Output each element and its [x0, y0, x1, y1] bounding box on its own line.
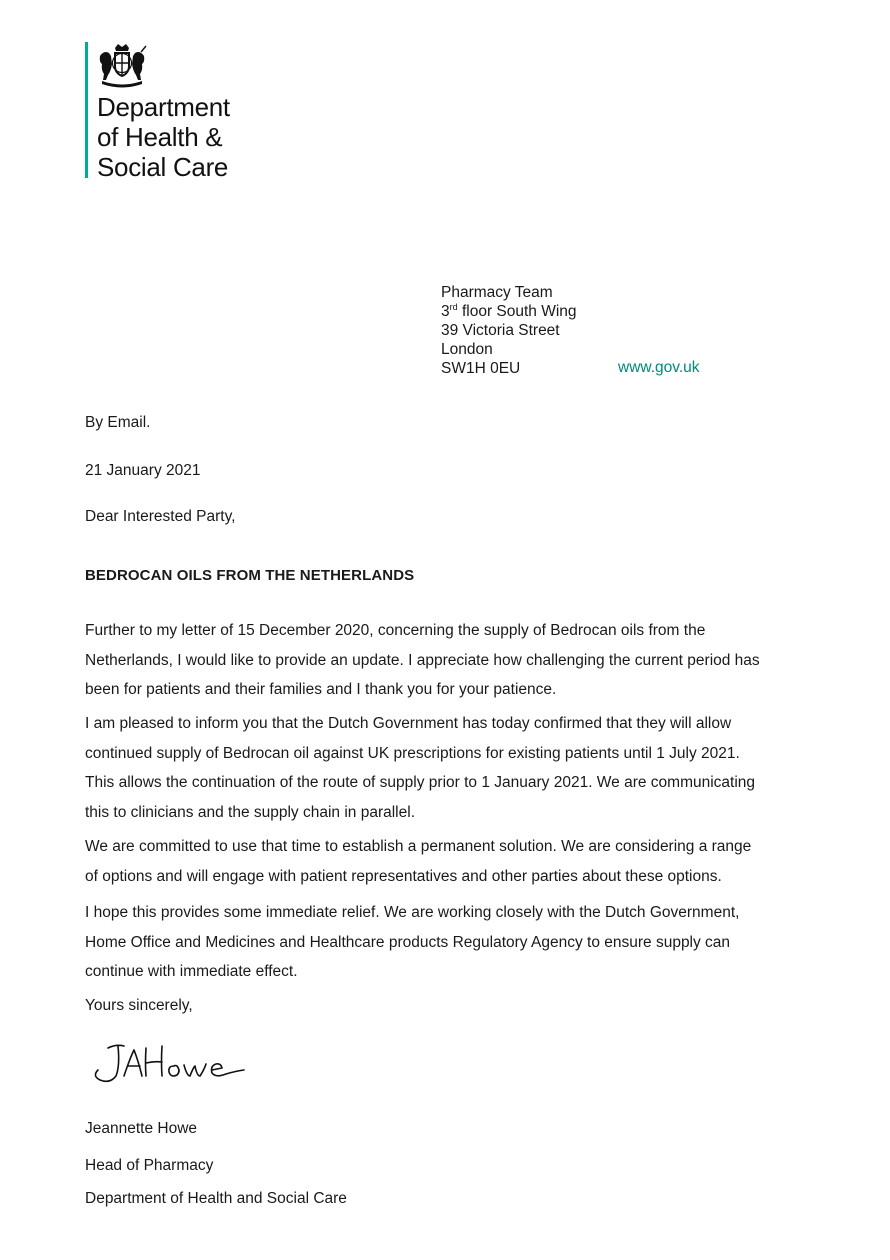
paragraph-line: this to clinicians and the supply chain in parallel.: [85, 803, 415, 821]
department-name-line: Department: [97, 92, 230, 122]
signatory-title: Head of Pharmacy: [85, 1157, 214, 1174]
paragraph-line: I am pleased to inform you that the Dutch Government has today confirmed that they will allow: [85, 715, 732, 732]
paragraph-line: I hope this provides some immediate relief. We are working closely with the Dutch Government,: [85, 904, 740, 921]
signatory-name: Jeannette Howe: [85, 1120, 198, 1137]
paragraph-line: continued supply of Bedrocan oil against UK prescriptions for existing patients until 1 July 2021.: [85, 744, 740, 762]
address-city: London: [441, 341, 493, 358]
letterhead-accent-bar: [85, 42, 88, 178]
department-name-line: of Health &: [97, 122, 223, 152]
paragraph-line: Netherlands, I would like to provide an update. I appreciate how challenging the current period has: [85, 651, 760, 669]
paragraph-line: continue with immediate effect.: [85, 963, 298, 980]
sender-address: [441, 283, 577, 378]
address-team: Pharmacy Team: [441, 284, 553, 301]
body-paragraph: [85, 616, 815, 705]
body-paragraph: [85, 709, 815, 827]
paragraph-line: This allows the continuation of the route of supply prior to 1 January 2021. We are communicating: [85, 774, 756, 791]
address-street: 39 Victoria Street: [441, 322, 560, 339]
paragraph-line: Home Office and Medicines and Healthcare products Regulatory Agency to ensure supply can: [85, 933, 731, 951]
department-name: [97, 92, 230, 182]
address-floor-rest: floor South Wing: [457, 303, 577, 320]
paragraph-line: Further to my letter of 15 December 2020, concerning the supply of Bedrocan oils from the: [85, 622, 706, 639]
salutation: Dear Interested Party,: [85, 508, 236, 525]
handwritten-signature: [88, 1036, 258, 1092]
letter-subject: BEDROCAN OILS FROM THE NETHERLANDS: [85, 567, 415, 584]
paragraph-line: been for patients and their families and I thank you for your patience.: [85, 681, 557, 698]
address-postcode: SW1H 0EU: [441, 360, 521, 377]
royal-coat-of-arms-icon: [96, 42, 148, 88]
address-floor-number: 3: [441, 303, 450, 320]
signoff: Yours sincerely,: [85, 997, 193, 1014]
department-name-line: Social Care: [97, 152, 229, 182]
address-floor: [441, 302, 577, 321]
signatory-department: Department of Health and Social Care: [85, 1190, 347, 1207]
paragraph-line: We are committed to use that time to establish a permanent solution. We are considering a range: [85, 838, 752, 855]
body-paragraph: [85, 832, 815, 891]
letter-date: 21 January 2021: [85, 462, 201, 479]
delivery-method: By Email.: [85, 414, 151, 431]
address-floor-suffix: rd: [449, 302, 458, 312]
body-paragraph: [85, 898, 815, 987]
website-link[interactable]: www.gov.uk: [618, 359, 700, 376]
paragraph-line: of options and will engage with patient representatives and other parties about these options.: [85, 867, 722, 885]
